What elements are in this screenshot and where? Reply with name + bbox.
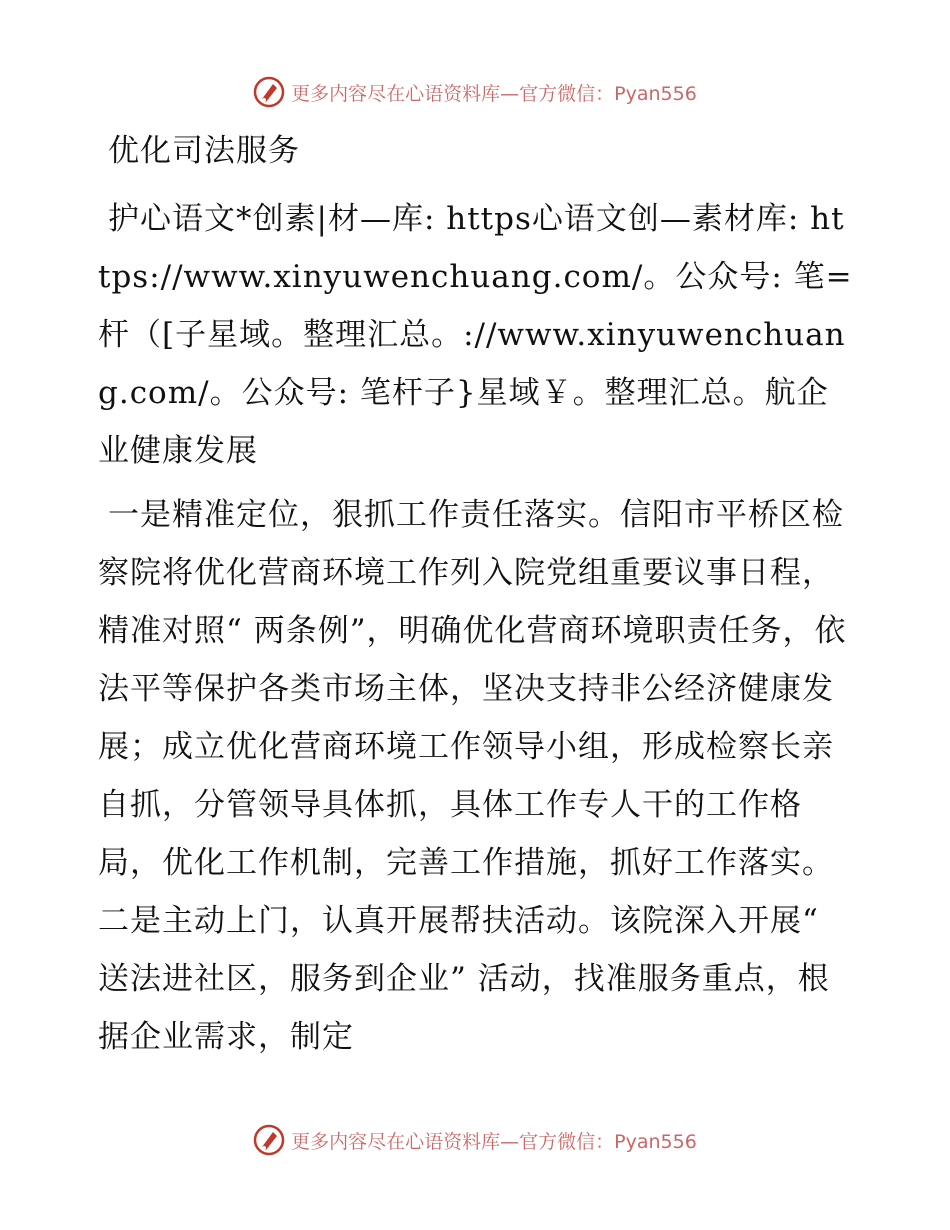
paragraph-2: 一是精准定位，狠抓工作责任落实。信阳市平桥区检察院将优化营商环境工作列入院党组重要议事日程，精准对照“ 两条例”，明确优化营商环境职责任务，依法平等保护各类市场主体，坚决支持非公经济健康发展；成立优化营商环境工作领导小组，形成检察长亲自抓，分管领导具体抓，具体工作专人干的工作格局，优化工作机制，完善工作措施，抓好工作落实。二是主动上门，认真开展帮扶活动。该院深入开展“ 送法进社区，服务到企业” 活动，找准服务重点，根据企业需求，制定	[98, 497, 847, 1055]
paragraph-1: 护心语文*创素|材—库: https心语文创—素材库: https://www.xinyuwenchuang.com/。公众号: 笔=杆（[子星域。整理汇总。://www.xinyuwenchuang.com/。公众号: 笔杆子}星域￥。整理汇总。航企业健康发展	[98, 201, 853, 469]
footer-watermark-banner	[0, 1120, 950, 1160]
document-title: 优化司法服务	[108, 133, 300, 169]
pen-nib-logo-icon	[253, 1124, 285, 1156]
document-body	[98, 122, 858, 1072]
pen-nib-logo-icon	[253, 76, 285, 108]
header-watermark-banner	[0, 72, 950, 112]
watermark-text: 更多内容尽在心语资料库—官方微信：Pyan556	[291, 82, 697, 105]
watermark-text: 更多内容尽在心语资料库—官方微信：Pyan556	[291, 1130, 697, 1153]
